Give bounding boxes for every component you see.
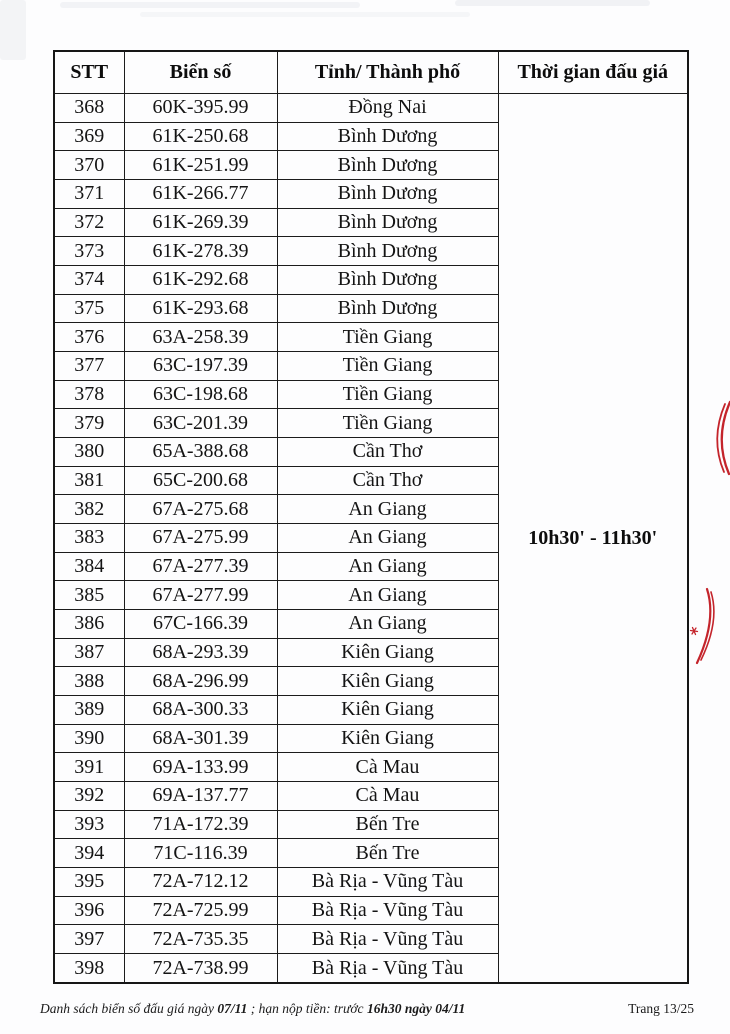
stamp-arc-icon (717, 404, 725, 472)
province-cell: An Giang (277, 581, 498, 610)
stt-cell: 385 (54, 581, 124, 610)
province-cell: Tiền Giang (277, 380, 498, 409)
stt-cell: 382 (54, 495, 124, 524)
plate-cell: 61K-293.68 (124, 294, 277, 323)
auction-time-cell: 10h30' - 11h30' (498, 94, 688, 984)
stt-cell: 369 (54, 122, 124, 151)
plate-cell: 63C-198.68 (124, 380, 277, 409)
plate-cell: 72A-712.12 (124, 868, 277, 897)
province-cell: Bình Dương (277, 151, 498, 180)
stamp-arc-icon (722, 402, 730, 474)
plate-cell: 63C-197.39 (124, 352, 277, 381)
table-body (54, 94, 688, 984)
stt-cell: 376 (54, 323, 124, 352)
plate-cell: 72A-735.35 (124, 925, 277, 954)
plate-cell: 68A-293.39 (124, 638, 277, 667)
stamp-arc-icon (697, 589, 710, 663)
footer-note (40, 1001, 465, 1017)
stt-cell: 396 (54, 896, 124, 925)
plate-cell: 68A-296.99 (124, 667, 277, 696)
plate-cell: 71C-116.39 (124, 839, 277, 868)
plate-cell: 65A-388.68 (124, 438, 277, 467)
header-province: Tỉnh/ Thành phố (277, 51, 498, 94)
stt-cell: 381 (54, 466, 124, 495)
province-cell: Bình Dương (277, 208, 498, 237)
plate-cell: 68A-300.33 (124, 696, 277, 725)
plate-cell: 65C-200.68 (124, 466, 277, 495)
province-cell: Kiên Giang (277, 696, 498, 725)
province-cell: Tiền Giang (277, 409, 498, 438)
stt-cell: 389 (54, 696, 124, 725)
header-row (54, 51, 688, 94)
province-cell: Kiên Giang (277, 667, 498, 696)
plate-cell: 68A-301.39 (124, 724, 277, 753)
province-cell: Cà Mau (277, 782, 498, 811)
stt-cell: 394 (54, 839, 124, 868)
page-number: Trang 13/25 (628, 1001, 694, 1016)
province-cell: An Giang (277, 610, 498, 639)
scan-streak (455, 0, 650, 6)
province-cell: Tiền Giang (277, 323, 498, 352)
province-cell: Bà Rịa - Vũng Tàu (277, 868, 498, 897)
stt-cell: 370 (54, 151, 124, 180)
stt-cell: 371 (54, 180, 124, 209)
province-cell: Bình Dương (277, 180, 498, 209)
plate-cell: 61K-266.77 (124, 180, 277, 209)
plate-cell: 72A-725.99 (124, 896, 277, 925)
scan-streak (140, 12, 470, 17)
plate-cell: 67A-275.99 (124, 524, 277, 553)
plate-cell: 67A-275.68 (124, 495, 277, 524)
stamp-asterisk-icon (691, 628, 698, 635)
plate-cell: 71A-172.39 (124, 810, 277, 839)
stt-cell: 372 (54, 208, 124, 237)
scan-streak (0, 0, 26, 60)
stt-cell: 387 (54, 638, 124, 667)
stt-cell: 384 (54, 552, 124, 581)
auction-table (53, 50, 689, 984)
stt-cell: 397 (54, 925, 124, 954)
plate-cell: 60K-395.99 (124, 94, 277, 123)
footer-note-prefix: Danh sách biển số đấu giá ngày (40, 1001, 218, 1016)
province-cell: Tiền Giang (277, 352, 498, 381)
plate-cell: 61K-250.68 (124, 122, 277, 151)
plate-cell: 67C-166.39 (124, 610, 277, 639)
stt-cell: 398 (54, 954, 124, 983)
header-plate: Biển số (124, 51, 277, 94)
stamp-arc-icon (701, 592, 714, 660)
stt-cell: 368 (54, 94, 124, 123)
footer-auction-date: 07/11 (217, 1001, 248, 1016)
table-header (54, 51, 688, 94)
stt-cell: 391 (54, 753, 124, 782)
stt-cell: 378 (54, 380, 124, 409)
stt-cell: 390 (54, 724, 124, 753)
province-cell: Bình Dương (277, 122, 498, 151)
stt-cell: 393 (54, 810, 124, 839)
province-cell: Bình Dương (277, 294, 498, 323)
province-cell: Kiên Giang (277, 638, 498, 667)
footer-payment-deadline: 16h30 ngày 04/11 (366, 1001, 466, 1016)
province-cell: Đồng Nai (277, 94, 498, 123)
province-cell: Cần Thơ (277, 438, 498, 467)
plate-cell: 72A-738.99 (124, 954, 277, 983)
stt-cell: 380 (54, 438, 124, 467)
footer-note-middle: ; hạn nộp tiền: trước (247, 1001, 367, 1016)
province-cell: An Giang (277, 495, 498, 524)
plate-cell: 67A-277.99 (124, 581, 277, 610)
plate-cell: 61K-292.68 (124, 266, 277, 295)
province-cell: Cà Mau (277, 753, 498, 782)
stt-cell: 386 (54, 610, 124, 639)
plate-cell: 67A-277.39 (124, 552, 277, 581)
table-row (54, 94, 688, 123)
plate-cell: 61K-269.39 (124, 208, 277, 237)
plate-cell: 69A-133.99 (124, 753, 277, 782)
plate-cell: 69A-137.77 (124, 782, 277, 811)
stt-cell: 375 (54, 294, 124, 323)
page-footer (40, 1001, 694, 1017)
stt-cell: 379 (54, 409, 124, 438)
province-cell: Bà Rịa - Vũng Tàu (277, 954, 498, 983)
header-auction-time: Thời gian đấu giá (498, 51, 688, 94)
stt-cell: 388 (54, 667, 124, 696)
province-cell: Cần Thơ (277, 466, 498, 495)
province-cell: An Giang (277, 524, 498, 553)
province-cell: Bình Dương (277, 266, 498, 295)
header-stt: STT (54, 51, 124, 94)
scan-streak (60, 2, 360, 8)
province-cell: Bà Rịa - Vũng Tàu (277, 925, 498, 954)
stt-cell: 374 (54, 266, 124, 295)
stt-cell: 392 (54, 782, 124, 811)
stt-cell: 377 (54, 352, 124, 381)
province-cell: Bình Dương (277, 237, 498, 266)
plate-cell: 63A-258.39 (124, 323, 277, 352)
stt-cell: 373 (54, 237, 124, 266)
plate-cell: 63C-201.39 (124, 409, 277, 438)
province-cell: An Giang (277, 552, 498, 581)
province-cell: Kiên Giang (277, 724, 498, 753)
province-cell: Bến Tre (277, 810, 498, 839)
stt-cell: 395 (54, 868, 124, 897)
province-cell: Bà Rịa - Vũng Tàu (277, 896, 498, 925)
plate-cell: 61K-251.99 (124, 151, 277, 180)
province-cell: Bến Tre (277, 839, 498, 868)
plate-cell: 61K-278.39 (124, 237, 277, 266)
stt-cell: 383 (54, 524, 124, 553)
